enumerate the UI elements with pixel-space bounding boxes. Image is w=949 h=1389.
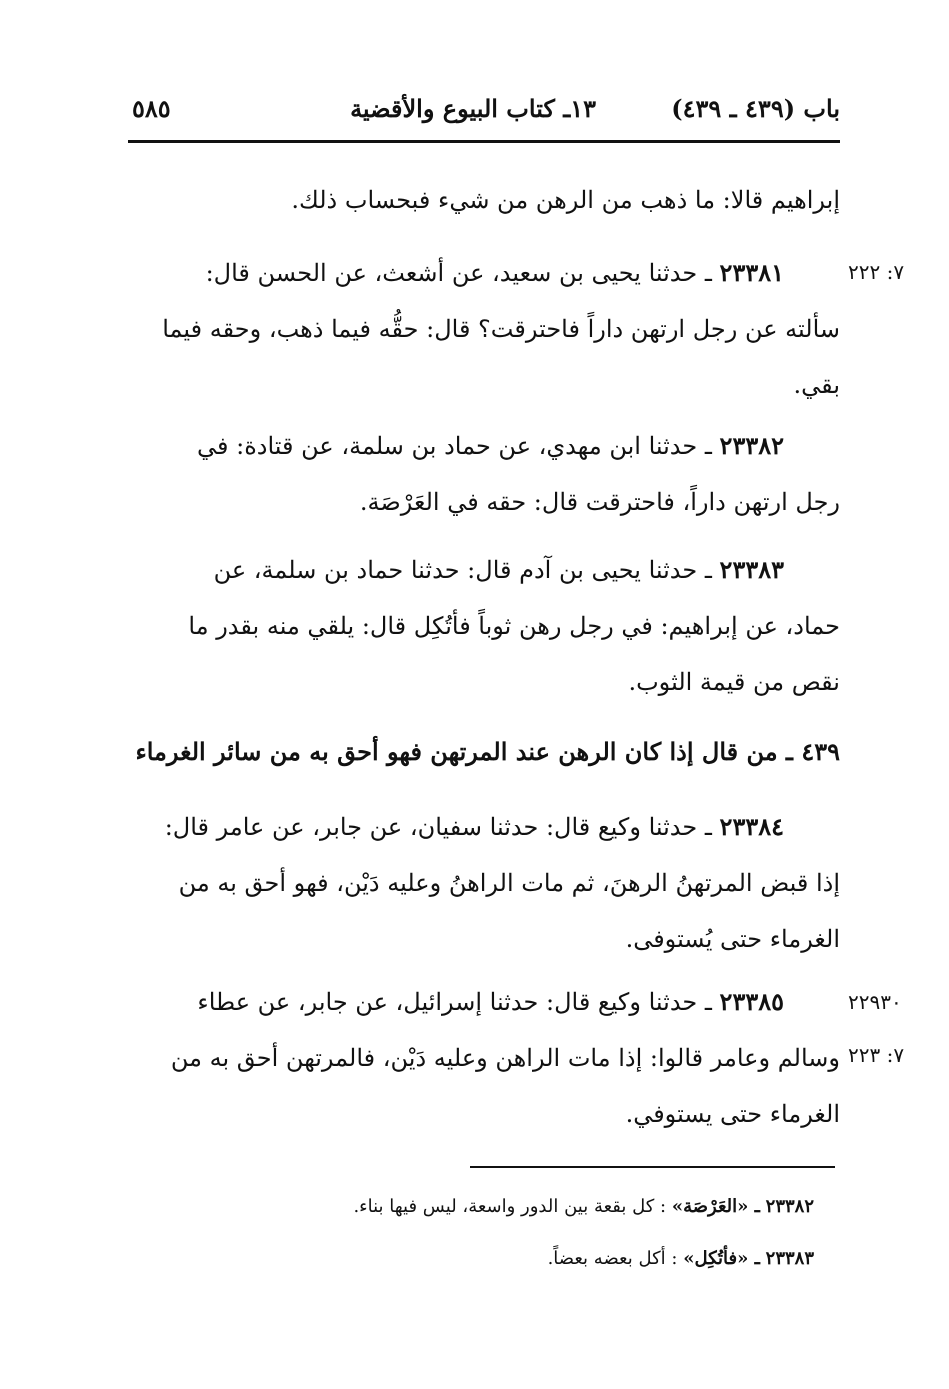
hadith-23381 <box>128 245 840 413</box>
header-rule <box>128 140 840 143</box>
hadith-line: بقي. <box>793 371 840 399</box>
margin-reference: ٧: ٢٢٣ <box>848 1043 905 1067</box>
hadith-line: ـ حدثنا وكيع قال: حدثنا سفيان، عن جابر، عن عامر قال: <box>164 813 712 841</box>
hadith-line: ـ حدثنا ابن مهدي، عن حماد بن سلمة، عن قتادة: في <box>197 432 712 460</box>
footnote <box>353 1196 814 1217</box>
margin-reference: ٢٢٩٣٠ <box>848 990 902 1014</box>
hadith-line: ـ حدثنا يحيى بن سعيد، عن أشعث، عن الحسن قال: <box>205 259 712 287</box>
hadith-number: ٢٣٣٨٤ <box>719 812 784 841</box>
hadith-23385 <box>128 974 840 1142</box>
hadith-number: ٢٣٣٨١ <box>719 258 784 287</box>
hadith-number: ٢٣٣٨٥ <box>719 987 784 1016</box>
hadith-line: نقص من قيمة الثوب. <box>628 668 840 696</box>
hadith-23383 <box>128 542 840 710</box>
continuation-text: إبراهيم قالا: ما ذهب من الرهن من شيء فبحساب ذلك. <box>291 186 840 214</box>
running-title <box>350 94 840 123</box>
footnote-rule <box>470 1166 835 1168</box>
hadith-23384 <box>128 799 840 967</box>
footnote-number: ٢٣٣٨٣ <box>765 1248 814 1269</box>
footnote-term: ـ «العَرْصَة» <box>671 1196 760 1217</box>
footnote-term: ـ «فأتُكِل» <box>683 1248 760 1269</box>
footnote-text: : أكل بعضه بعضاً. <box>547 1248 678 1269</box>
book-title: ١٣ـ كتاب البيوع والأقضية <box>350 94 597 123</box>
page-number: ٥٨٥ <box>132 94 171 123</box>
hadith-line: إذا قبض المرتهنُ الرهنَ، ثم مات الراهنُ وعليه دَيْن، فهو أحق به من <box>178 869 840 897</box>
hadith-line: الغرماء حتى يستوفي. <box>625 1100 840 1128</box>
hadith-line: ـ حدثنا يحيى بن آدم قال: حدثنا حماد بن سلمة، عن <box>213 556 712 584</box>
hadith-line: الغرماء حتى يُستوفى. <box>625 925 840 953</box>
hadith-line: سألته عن رجل ارتهن داراً فاحترقت؟ قال: حقُّه فيما ذهب، وحقه فيما <box>162 315 840 343</box>
hadith-line: وسالم وعامر قالوا: إذا مات الراهن وعليه دَيْن، فالمرتهن أحق به من <box>170 1044 840 1072</box>
hadith-23382 <box>128 418 840 530</box>
page-header <box>128 88 840 138</box>
hadith-number: ٢٣٣٨٣ <box>719 555 784 584</box>
section-heading: ٤٣٩ ـ من قال إذا كان الرهن عند المرتهن فهو أحق به من سائر الغرماء <box>135 737 840 766</box>
hadith-number: ٢٣٣٨٢ <box>719 431 784 460</box>
chapter-range: باب (٤٣٩ ـ ٤٣٩) <box>671 94 840 123</box>
footnote-number: ٢٣٣٨٢ <box>765 1196 814 1217</box>
margin-reference: ٧: ٢٢٢ <box>848 260 905 284</box>
hadith-line: ـ حدثنا وكيع قال: حدثنا إسرائيل، عن جابر، عن عطاء <box>197 988 712 1016</box>
footnote <box>548 1248 814 1269</box>
hadith-line: حماد، عن إبراهيم: في رجل رهن ثوباً فأتُكِل قال: يلقي منه بقدر ما <box>188 612 840 640</box>
footnote-text: : كل بقعة بين الدور واسعة، ليس فيها بناء. <box>353 1196 667 1217</box>
hadith-line: رجل ارتهن داراً، فاحترقت قال: حقه في العَرْصَة. <box>359 488 840 516</box>
